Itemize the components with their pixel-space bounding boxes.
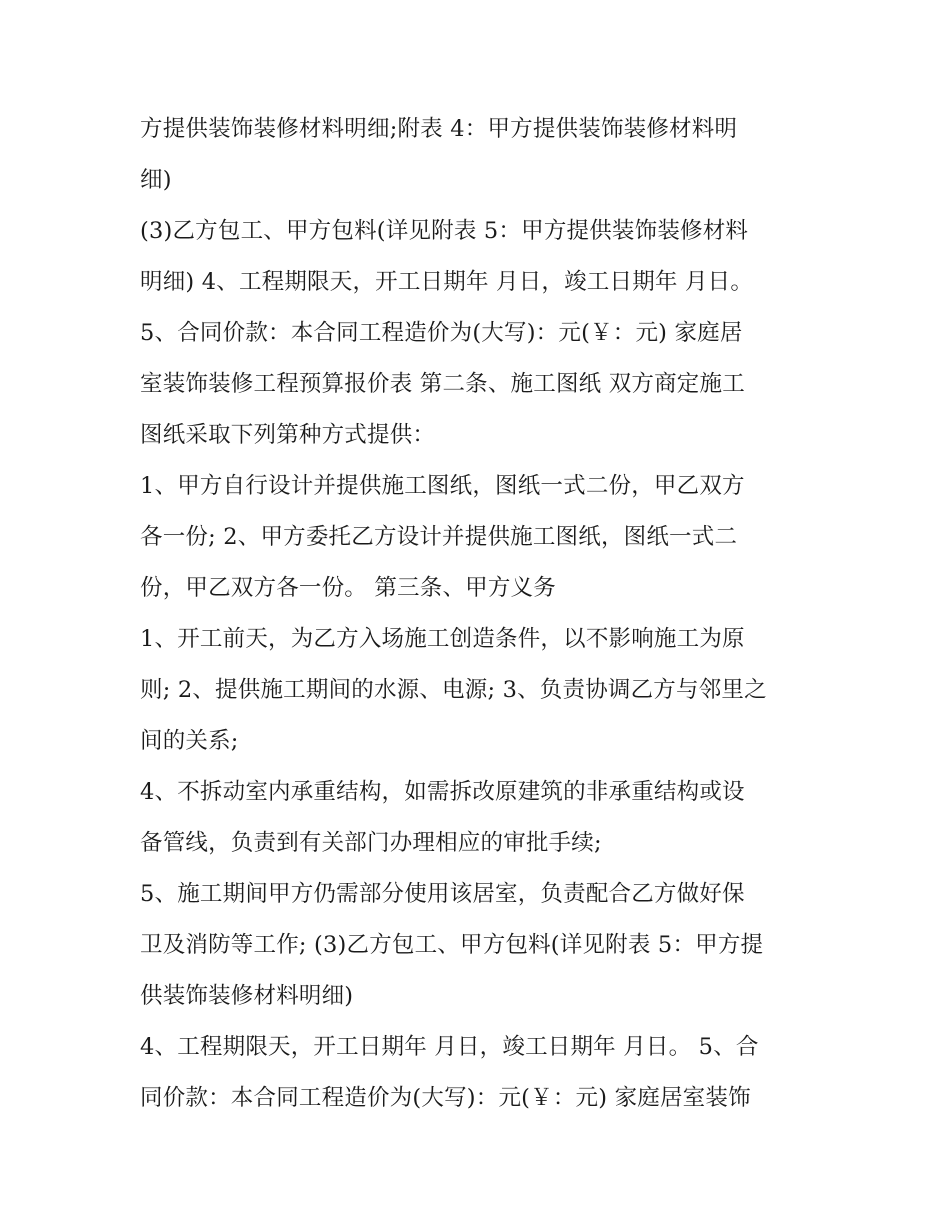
text-line: 5、合同价款：本合同工程造价为(大写)：元(￥：元) 家庭居: [140, 320, 743, 346]
text-line: 室装饰装修工程预算报价表 第二条、施工图纸 双方商定施工: [140, 371, 745, 397]
document-body: [140, 104, 820, 1124]
text-line: 供装饰装修材料明细): [140, 983, 354, 1009]
text-line: 份，甲乙双方各一份。 第三条、甲方义务: [140, 575, 556, 601]
text-line: 卫及消防等工作; (3)乙方包工、甲方包料(详见附表 5：甲方提: [140, 932, 764, 958]
text-line: 4、工程期限天，开工日期年 月日，竣工日期年 月日。 5、合: [140, 1034, 759, 1060]
text-line: 方提供装饰装修材料明细;附表 4：甲方提供装饰装修材料明: [140, 116, 738, 142]
text-line: 则; 2、提供施工期间的水源、电源; 3、负责协调乙方与邻里之: [140, 677, 767, 703]
text-line: 图纸采取下列第种方式提供：: [140, 422, 436, 448]
text-line: (3)乙方包工、甲方包料(详见附表 5：甲方提供装饰装修材料: [140, 218, 749, 244]
text-line: 细): [140, 167, 172, 193]
text-line: 4、不拆动室内承重结构，如需拆改原建筑的非承重结构或设: [140, 779, 745, 805]
text-line: 明细) 4、工程期限天，开工日期年 月日，竣工日期年 月日。: [140, 269, 754, 295]
text-line: 间的关系;: [140, 728, 239, 754]
text-line: 备管线，负责到有关部门办理相应的审批手续;: [140, 830, 602, 856]
text-line: 各一份; 2、甲方委托乙方设计并提供施工图纸，图纸一式二: [140, 524, 738, 550]
text-line: 同价款：本合同工程造价为(大写)：元(￥：元) 家庭居室装饰: [140, 1085, 751, 1111]
text-line: 5、施工期间甲方仍需部分使用该居室，负责配合乙方做好保: [140, 881, 745, 907]
text-line: 1、开工前天，为乙方入场施工创造条件，以不影响施工为原: [140, 626, 745, 652]
text-line: 1、甲方自行设计并提供施工图纸，图纸一式二份，甲乙双方: [140, 473, 745, 499]
